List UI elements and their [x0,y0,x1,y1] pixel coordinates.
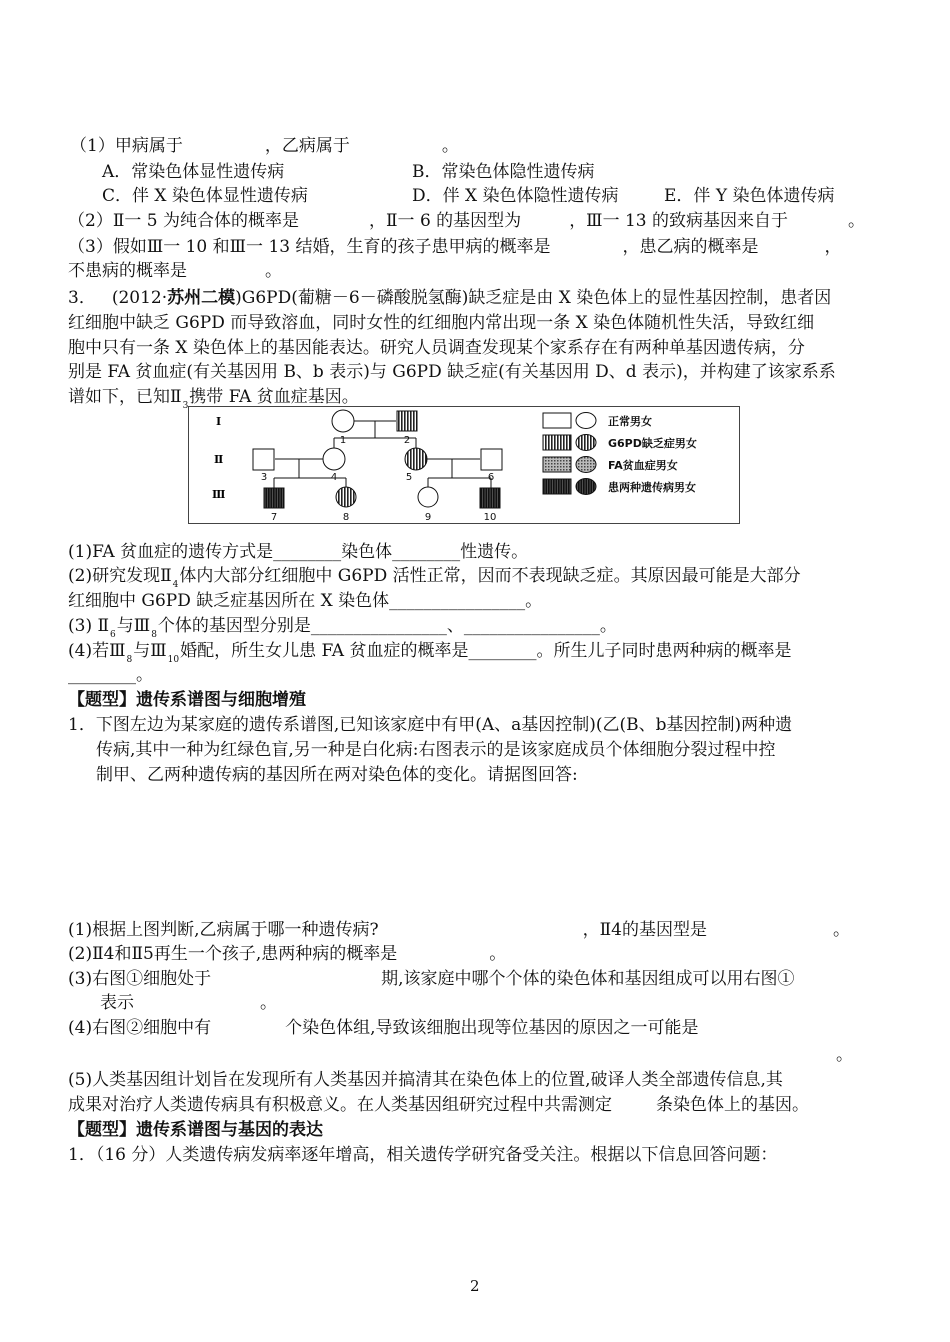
legend-fa-male [543,457,571,472]
gen-label-1: Ⅰ [216,415,222,428]
q3-line4: 别是 FA 贫血症(有关基因用 B、b 表示)与 G6PD 缺乏症(有关基因用 D、d 表示)，并构建了该家系系 [68,362,836,382]
individual-7-male-both [264,488,284,508]
q1-part2: （2）Ⅱ一 5 为纯合体的概率是 ，Ⅱ一 6 的基因型为 ，Ⅲ一 13 的致病基因来自于 。 [68,211,866,231]
legend-g6pd-male [543,435,571,450]
individual-8-female-g6pd [336,487,356,507]
ind-num-10: 10 [483,512,497,523]
q3-source: 苏州二模 [167,288,236,308]
sec1-question-line2: 传病,其中一种为红绿色盲,另一种是白化病:右图表示的是该家庭成员个体细胞分裂过程中控 [96,740,776,760]
sec2-question-line1: 1．（16 分）人类遗传病发病率逐年增高，相关遗传学研究备受关注。根据以下信息回答问题： [68,1145,778,1165]
sec1-question-line1: 1．下图左边为某家庭的遗传系谱图,已知该家庭中有甲(A、a基因控制)(乙(B、b基因控制)两种遗 [68,715,793,735]
legend-both-female [576,479,596,495]
legend-normal-male [543,413,571,428]
q3-sub2-cont: 红细胞中 G6PD 缺乏症基因所在 X 染色体________________。 [68,591,543,611]
individual-3-male-normal [253,449,274,470]
ind-num-1: 1 [339,435,347,446]
q3-sub4: (4)若$Ⅲ_8$与$Ⅲ_{10}$婚配，所生女儿患 FA 贫血症的概率是________。所生儿子同时患两种病的概率是 [68,641,792,665]
q3-sub2: (2)研究发现$Ⅱ_4$体内大部分红细胞中 G6PD 活性正常，因而不表现缺乏症。其原因最可能是大部分 [68,566,801,590]
pedigree-figure [188,406,740,524]
legend-label-fa: FA贫血症男女 [608,459,678,472]
gen-label-3: Ⅲ [212,488,226,501]
section-title-cell-proliferation: 【题型】遗传系谱图与细胞增殖 [68,690,306,710]
individual-9-female-normal [418,487,438,507]
legend-fa-female [576,457,596,473]
q3-line2: 红细胞中缺乏 G6PD 而导致溶血，同时女性的红细胞内常出现一条 X 染色体随机性失活，导致红细 [68,313,815,333]
sec1-answer-5-line1: (5)人类基因组计划旨在发现所有人类基因并搞清其在染色体上的位置,破译人类全部遗传信息,其 [68,1070,783,1090]
ind-num-9: 9 [424,512,432,523]
page-number: 2 [470,1277,480,1295]
individual-1-female-normal [332,410,354,432]
ind-num-6: 6 [487,472,495,483]
sec1-answer-3: (3)右图①细胞处于 期,该家庭中哪个个体的染色体和基因组成可以用右图① [68,969,795,989]
individual-2-male-g6pd [397,411,417,431]
individual-5-female-g6pd [405,448,427,470]
q1-option-d: D．伴 X 染色体隐性遗传病 [412,186,619,206]
q1-part3-cont: 不患病的概率是 。 [68,261,282,281]
ind-num-5: 5 [405,472,413,483]
q3-sub3: (3) $Ⅱ_6$与$Ⅲ_8$个体的基因型分别是________________、________________。 [68,616,617,640]
legend-normal-female [576,413,596,429]
q1-option-c: C．伴 X 染色体显性遗传病 [102,186,308,206]
legend-label-normal: 正常男女 [608,415,652,428]
ind-num-7: 7 [270,512,278,523]
q3-line1: 3． (2012·苏州二模)G6PD(葡糖－6－磷酸脱氢酶)缺乏症是由 X 染色体上的显性基因控制，患者因 [68,288,832,308]
q3-sub4-cont: ________。 [68,665,153,685]
sec1-answer-5-line2: 成果对治疗人类遗传病具有积极意义。在人类基因组研究过程中共需测定 条染色体上的基因。 [68,1095,809,1115]
sec1-answer-4: (4)右图②细胞中有 个染色体组,导致该细胞出现等位基因的原因之一可能是 [68,1018,699,1038]
sec1-answer-2: (2)Ⅱ4和Ⅱ5再生一个孩子,患两种病的概率是 。 [68,944,507,964]
ind-num-2: 2 [403,435,411,446]
legend-label-g6pd: G6PD缺乏症男女 [608,437,697,450]
q1-option-a: A．常染色体显性遗传病 [102,162,285,182]
q1-option-e: E．伴 Y 染色体遗传病 [664,186,835,206]
gen-label-2: Ⅱ [214,453,224,466]
legend-label-both: 患两种遗传病男女 [608,481,696,494]
legend-g6pd-female [576,435,596,451]
q1-option-b: B．常染色体隐性遗传病 [412,162,595,182]
ind-num-4: 4 [330,472,338,483]
sec1-question-line3: 制甲、乙两种遗传病的基因所在两对染色体的变化。请据图回答: [96,765,578,785]
ind-num-8: 8 [342,512,350,523]
section-title-gene-expression: 【题型】遗传系谱图与基因的表达 [68,1120,323,1140]
ind-num-3: 3 [260,472,268,483]
legend-both-male [543,479,571,494]
q3-line3: 胞中只有一条 X 染色体上的基因能表达。研究人员调查发现某个家系存在有两种单基因遗传病，分 [68,338,805,358]
individual-6-male-normal [481,449,502,470]
individual-4-female-normal [323,448,345,470]
q1-part1: （1）甲病属于 ，乙病属于 。 [70,136,459,156]
q3-line5: 谱如下，已知$Ⅱ_3$携带 FA 贫血症基因。 [68,387,359,411]
sec1-answer-3-cont: 表示 。 [100,993,277,1013]
q1-part3: （3）假如Ⅲ一 10 和Ⅲ一 13 结婚，生育的孩子患甲病的概率是 ，患乙病的概率是 ， [68,237,842,257]
q3-sub1: (1)FA 贫血症的遗传方式是________染色体________性遗传。 [68,542,529,562]
sec1-answer-1: (1)根据上图判断,乙病属于哪一种遗传病? ，Ⅱ4的基因型是 。 [68,920,850,940]
individual-10-male-both [480,488,500,508]
sec1-answer-4-end: 。 [836,1045,853,1065]
